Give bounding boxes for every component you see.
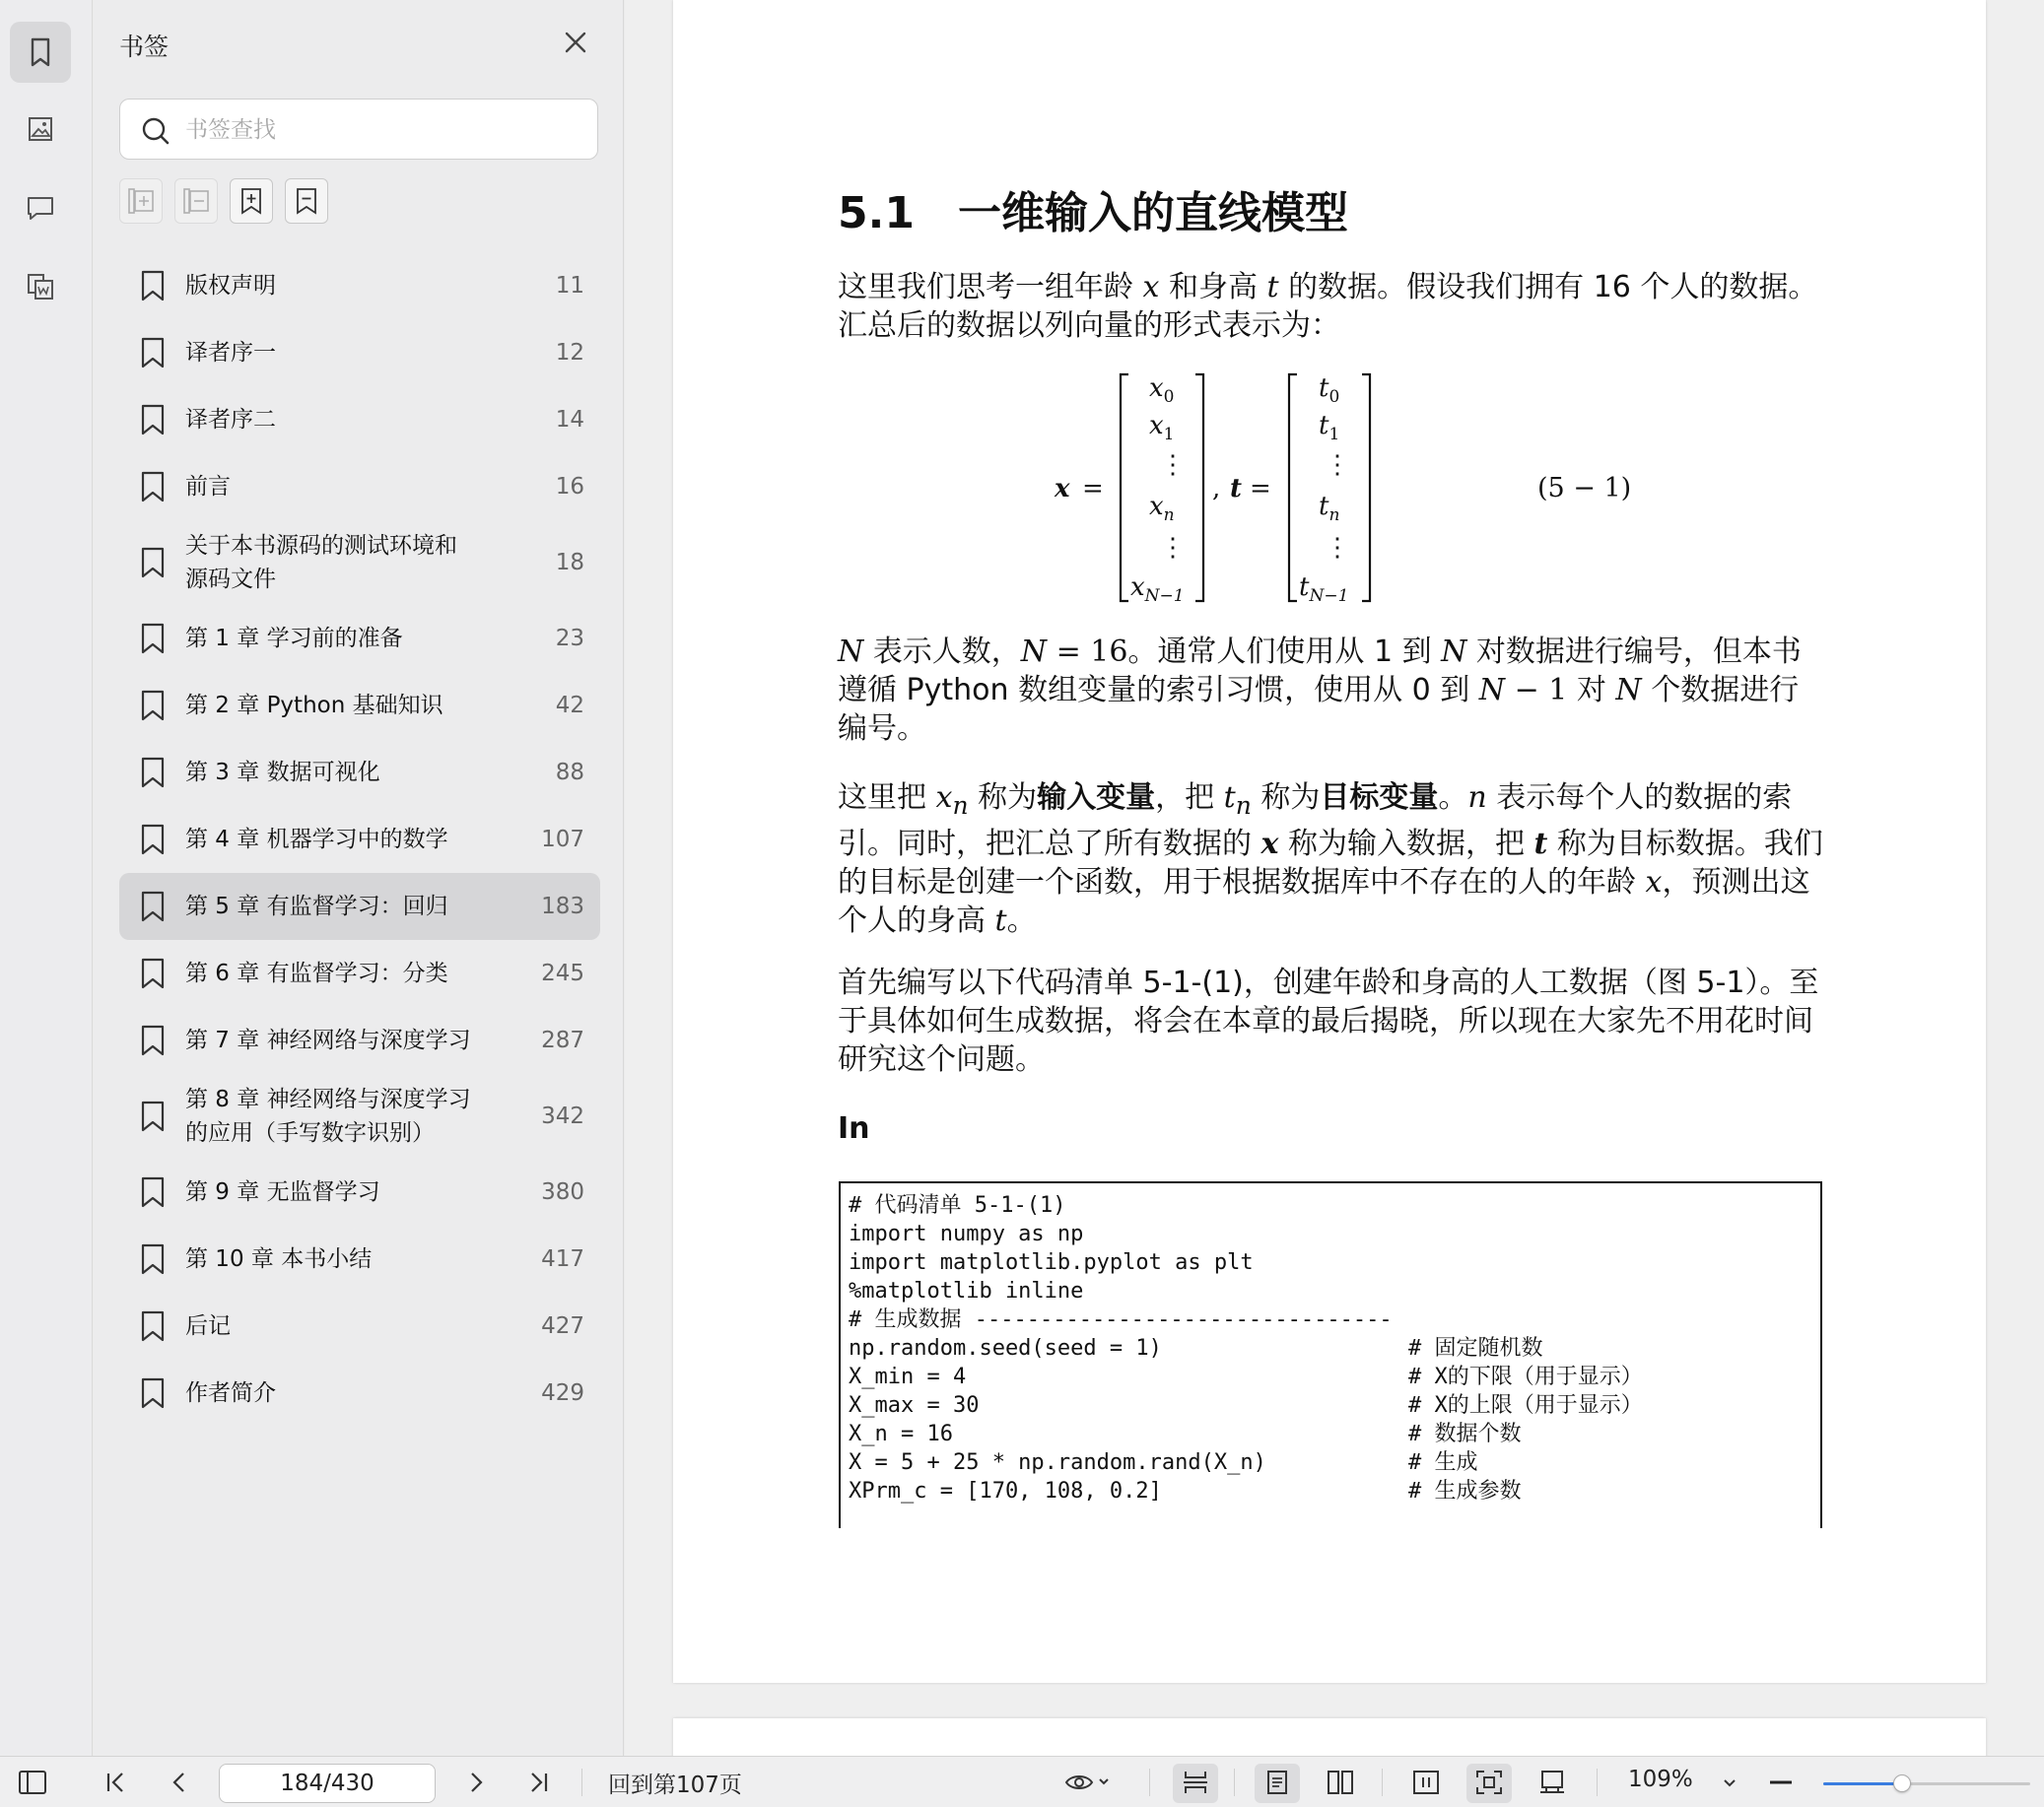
last-page-button[interactable] bbox=[523, 1769, 553, 1796]
paragraph-2: N 表示人数，N = 16。通常人们使用从 1 到 N 对数据进行编号，但本书遵循 Python 数组变量的索引习惯，使用从 0 到 N − 1 对 N 个数据进行编号。 bbox=[838, 635, 1802, 746]
bookmark-page-number: 23 bbox=[555, 626, 584, 651]
code-comment: # 数据个数 bbox=[1408, 1422, 1522, 1446]
bookmark-item[interactable] bbox=[119, 1159, 600, 1226]
zoom-slider-fill bbox=[1823, 1782, 1902, 1785]
bookmark-item[interactable] bbox=[119, 806, 600, 873]
bookmark-item[interactable] bbox=[119, 605, 600, 672]
bookmark-icon bbox=[139, 336, 167, 369]
comment-panel-icon[interactable] bbox=[10, 177, 71, 238]
code-listing bbox=[839, 1181, 1822, 1528]
bookmark-icon bbox=[139, 1024, 167, 1057]
add-bookmark-button[interactable] bbox=[230, 178, 273, 224]
toggle-sidebar-button[interactable] bbox=[18, 1769, 47, 1796]
code-line bbox=[849, 1220, 1812, 1248]
bookmark-icon bbox=[139, 1309, 167, 1343]
close-icon[interactable] bbox=[561, 28, 590, 57]
page-layout-icon bbox=[1411, 1769, 1441, 1796]
svg-text:=: = bbox=[1082, 474, 1104, 503]
divider bbox=[1382, 1769, 1383, 1796]
equation-number: (5 − 1) bbox=[1537, 473, 1632, 503]
code-text: import matplotlib.pyplot as plt bbox=[849, 1250, 1254, 1275]
bookmark-page-number: 14 bbox=[555, 407, 584, 433]
previous-page-button[interactable] bbox=[165, 1769, 194, 1796]
bookmark-search-input[interactable] bbox=[185, 111, 579, 149]
svg-text:⋮: ⋮ bbox=[1325, 533, 1350, 563]
bookmark-panel-icon[interactable] bbox=[10, 22, 71, 83]
code-comment: # 固定随机数 bbox=[1408, 1336, 1543, 1361]
paragraph-4: 首先编写以下代码清单 5-1-(1)，创建年龄和身高的人工数据（图 5-1）。至于具体如何生成数据，将会在本章的最后揭晓，所以现在大家先不用花时间研究这个问题。 bbox=[838, 966, 1819, 1077]
zoom-slider[interactable] bbox=[1823, 1782, 2030, 1785]
rotate-button[interactable] bbox=[1537, 1769, 1567, 1796]
bookmark-icon bbox=[139, 756, 167, 789]
bookmark-icon bbox=[139, 622, 167, 655]
svg-text:tN−1: $t_{N-1}$ bbox=[1299, 572, 1349, 606]
bookmark-icon bbox=[139, 1376, 167, 1410]
bookmark-icon bbox=[139, 689, 167, 722]
code-line bbox=[849, 1277, 1812, 1305]
bookmark-page-number: 12 bbox=[555, 340, 584, 366]
svg-text:=: = bbox=[1250, 474, 1271, 503]
svg-text:t0: $t_0$ bbox=[1319, 373, 1340, 407]
code-text: np.random.seed(seed = 1) bbox=[849, 1336, 1162, 1361]
equation-5-1 bbox=[838, 355, 1823, 621]
code-line bbox=[849, 1191, 1812, 1220]
bookmark-label: 译者序二 bbox=[185, 407, 276, 433]
svg-text:⋮: ⋮ bbox=[1325, 450, 1350, 480]
divider bbox=[1597, 1769, 1598, 1796]
svg-text:xn: $x_n$ bbox=[1149, 492, 1175, 525]
bookmark-page-number: 88 bbox=[555, 760, 584, 785]
bookmark-page-number: 245 bbox=[541, 961, 584, 986]
bookmark-page-number: 427 bbox=[541, 1313, 584, 1339]
section-heading bbox=[838, 177, 1348, 240]
code-comment: # 生成参数 bbox=[1408, 1479, 1522, 1504]
bookmark-item[interactable] bbox=[119, 453, 600, 520]
remove-bookmark-button[interactable] bbox=[285, 178, 328, 224]
bookmark-icon bbox=[139, 1175, 167, 1209]
chevron-right-icon bbox=[461, 1769, 491, 1796]
bookmark-page-number: 18 bbox=[555, 550, 584, 575]
bookmark-item[interactable] bbox=[119, 252, 600, 319]
bookmark-label: 第 4 章 机器学习中的数学 bbox=[185, 827, 448, 852]
bookmark-label: 第 10 章 本书小结 bbox=[185, 1246, 373, 1272]
bookmark-icon bbox=[139, 403, 167, 436]
bookmark-item[interactable] bbox=[119, 873, 600, 940]
bookmark-item[interactable] bbox=[119, 520, 600, 605]
fit-width-icon bbox=[1181, 1769, 1210, 1796]
document-page bbox=[673, 0, 1986, 1683]
bookmark-item[interactable] bbox=[119, 672, 600, 739]
bookmark-label: 版权声明 bbox=[185, 273, 276, 299]
code-text: X_min = 4 bbox=[849, 1365, 967, 1389]
bookmark-item[interactable] bbox=[119, 1360, 600, 1427]
divider bbox=[1149, 1769, 1150, 1796]
single-page-icon-wrap bbox=[1262, 1769, 1292, 1796]
first-page-icon bbox=[102, 1769, 131, 1796]
bookmark-label: 前言 bbox=[185, 474, 231, 500]
thumbnail-panel-icon[interactable] bbox=[10, 99, 71, 160]
bookmark-page-number: 16 bbox=[555, 474, 584, 500]
bookmark-page-number: 380 bbox=[541, 1179, 584, 1205]
code-text: %matplotlib inline bbox=[849, 1279, 1084, 1304]
remove-bookmark-icon bbox=[292, 186, 321, 216]
bookmark-label: 第 1 章 学习前的准备 bbox=[185, 626, 403, 651]
section-number: 5.1 bbox=[838, 188, 915, 238]
expand-all-icon bbox=[126, 186, 156, 216]
add-bookmark-icon bbox=[237, 186, 266, 216]
zoom-dropdown-button[interactable] bbox=[1715, 1769, 1744, 1796]
bookmark-page-number: 107 bbox=[541, 827, 584, 852]
code-comment: # 生成 bbox=[1408, 1450, 1478, 1475]
bookmark-page-number: 342 bbox=[541, 1104, 584, 1129]
code-text: X = 5 + 25 * np.random.rand(X_n) bbox=[849, 1450, 1266, 1475]
svg-text:x0: $x_0$ bbox=[1149, 373, 1175, 407]
collapse-all-icon bbox=[181, 186, 211, 216]
code-in-label: In bbox=[838, 1111, 870, 1146]
bookmark-label: 第 7 章 神经网络与深度学习 bbox=[185, 1028, 471, 1053]
single-page-icon bbox=[1262, 1769, 1292, 1796]
bookmark-list bbox=[119, 252, 600, 1427]
search-icon bbox=[140, 115, 171, 147]
svg-text:xN−1: $x_{N-1}$ bbox=[1130, 572, 1185, 606]
first-page-button[interactable] bbox=[102, 1769, 131, 1796]
divider bbox=[1234, 1769, 1235, 1796]
bookmark-page-number: 429 bbox=[541, 1380, 584, 1406]
next-page-button[interactable] bbox=[461, 1769, 491, 1796]
bookmark-page-number: 287 bbox=[541, 1028, 584, 1053]
zoom-slider-thumb[interactable] bbox=[1893, 1774, 1911, 1792]
last-page-icon bbox=[523, 1769, 553, 1796]
bookmark-page-number: 11 bbox=[555, 273, 584, 299]
panel-title: 书签 bbox=[119, 33, 170, 61]
bookmark-item[interactable] bbox=[119, 1007, 600, 1074]
view-mode-button[interactable] bbox=[1064, 1769, 1110, 1796]
page-layout-button[interactable] bbox=[1411, 1769, 1441, 1796]
sidebar-toggle-icon bbox=[18, 1769, 47, 1796]
code-text: # 生成数据 -------------------------------- bbox=[849, 1307, 1393, 1332]
code-line bbox=[849, 1448, 1812, 1477]
attachment-panel-icon[interactable] bbox=[10, 256, 71, 317]
code-line bbox=[849, 1363, 1812, 1391]
bookmark-icon bbox=[139, 957, 167, 990]
bookmark-item[interactable] bbox=[119, 739, 600, 806]
svg-text:t: t bbox=[1230, 474, 1243, 503]
bookmark-label: 关于本书源码的测试环境和源码文件 bbox=[185, 533, 457, 592]
page-number-input[interactable]: 184/430 bbox=[219, 1764, 436, 1803]
bookmark-icon bbox=[139, 470, 167, 503]
eye-icon bbox=[1064, 1769, 1110, 1796]
bookmark-label: 第 9 章 无监督学习 bbox=[185, 1179, 380, 1205]
back-to-page-link[interactable]: 回到第107页 bbox=[608, 1773, 742, 1798]
minus-icon bbox=[1766, 1769, 1796, 1796]
bookmark-icon bbox=[139, 823, 167, 856]
svg-text:t1: $t_1$ bbox=[1319, 411, 1340, 444]
chevron-left-icon bbox=[165, 1769, 194, 1796]
bookmark-item[interactable] bbox=[119, 940, 600, 1007]
bookmark-search bbox=[119, 99, 598, 160]
code-line bbox=[849, 1477, 1812, 1506]
bookmark-icon bbox=[139, 546, 167, 579]
bookmark-label: 第 6 章 有监督学习：分类 bbox=[185, 961, 448, 986]
bookmark-label: 后记 bbox=[185, 1313, 231, 1339]
code-text: import numpy as np bbox=[849, 1222, 1084, 1246]
chevron-down-icon bbox=[1715, 1769, 1744, 1796]
svg-text:x1: $x_1$ bbox=[1149, 411, 1175, 444]
svg-text:,: , bbox=[1212, 474, 1221, 503]
bookmark-label: 第 5 章 有监督学习：回归 bbox=[185, 894, 448, 919]
bookmark-icon bbox=[139, 890, 167, 923]
code-line bbox=[849, 1420, 1812, 1448]
bookmark-page-number: 417 bbox=[541, 1246, 584, 1272]
code-line bbox=[849, 1305, 1812, 1334]
paragraph-1: 这里我们思考一组年龄 x 和身高 t 的数据。假设我们拥有 16 个人的数据。汇总后的数据以列向量的形式表示为： bbox=[838, 270, 1818, 343]
bookmark-label: 第 8 章 神经网络与深度学习的应用（手写数字识别） bbox=[185, 1087, 471, 1146]
code-text: # 代码清单 5-1-(1) bbox=[849, 1193, 1066, 1218]
bookmark-item[interactable] bbox=[119, 386, 600, 453]
svg-text:tn: $t_n$ bbox=[1319, 492, 1340, 525]
fit-page-icon bbox=[1474, 1769, 1504, 1796]
bookmark-item[interactable] bbox=[119, 1226, 600, 1293]
bookmark-icon bbox=[139, 1100, 167, 1133]
section-title: 一维输入的直线模型 bbox=[957, 188, 1348, 238]
code-line bbox=[849, 1391, 1812, 1420]
bookmark-label: 第 3 章 数据可视化 bbox=[185, 760, 380, 785]
code-text: X_max = 30 bbox=[849, 1393, 980, 1418]
fit-width-icon-wrap bbox=[1181, 1769, 1210, 1796]
bookmark-panel bbox=[94, 0, 624, 1756]
code-listing-ref: 5-1-(1) bbox=[1142, 966, 1244, 1000]
divider bbox=[581, 1769, 582, 1796]
bookmark-item[interactable] bbox=[119, 1074, 600, 1159]
sidebar-icon-rail bbox=[0, 0, 93, 1756]
bookmark-label: 作者简介 bbox=[185, 1380, 276, 1406]
rotate-icon bbox=[1537, 1769, 1567, 1796]
bookmark-label: 译者序一 bbox=[185, 340, 276, 366]
code-line bbox=[849, 1334, 1812, 1363]
bookmark-item[interactable] bbox=[119, 319, 600, 386]
code-text: X_n = 16 bbox=[849, 1422, 953, 1446]
fit-page-icon-wrap bbox=[1474, 1769, 1504, 1796]
code-comment: # X的下限（用于显示） bbox=[1408, 1365, 1643, 1389]
svg-text:x: x bbox=[1055, 474, 1070, 503]
code-line bbox=[849, 1248, 1812, 1277]
collapse-all-button[interactable] bbox=[174, 178, 218, 224]
code-text: XPrm_c = [170, 108, 0.2] bbox=[849, 1479, 1162, 1504]
bookmark-label: 第 2 章 Python 基础知识 bbox=[185, 693, 443, 718]
code-comment: # X的上限（用于显示） bbox=[1408, 1393, 1643, 1418]
bottom-toolbar bbox=[0, 1756, 2044, 1807]
zoom-level[interactable]: 109% bbox=[1628, 1767, 1693, 1792]
svg-text:⋮: ⋮ bbox=[1160, 450, 1186, 480]
equation-graphic bbox=[838, 355, 1823, 621]
bookmark-icon bbox=[139, 269, 167, 302]
bookmark-page-number: 183 bbox=[541, 894, 584, 919]
expand-all-button[interactable] bbox=[119, 178, 163, 224]
bookmark-icon bbox=[139, 1242, 167, 1276]
paragraph-3: 这里把 $x_n$ 称为输入变量，把 $t_n$ 称为目标变量。n 表示每个人的数据的索引。同时，把汇总了所有数据的 x 称为输入数据，把 t 称为目标数据。我们的目标是创建一个函数，用于根据数据库中不存在的人的年龄 x，预测出这个人的身高 t。 bbox=[838, 780, 1823, 938]
double-page-icon bbox=[1326, 1769, 1355, 1796]
bookmark-item[interactable] bbox=[119, 1293, 600, 1360]
bookmark-page-number: 42 bbox=[555, 693, 584, 718]
zoom-out-button[interactable] bbox=[1766, 1769, 1796, 1796]
svg-text:⋮: ⋮ bbox=[1160, 533, 1186, 563]
double-page-button[interactable] bbox=[1326, 1769, 1355, 1796]
